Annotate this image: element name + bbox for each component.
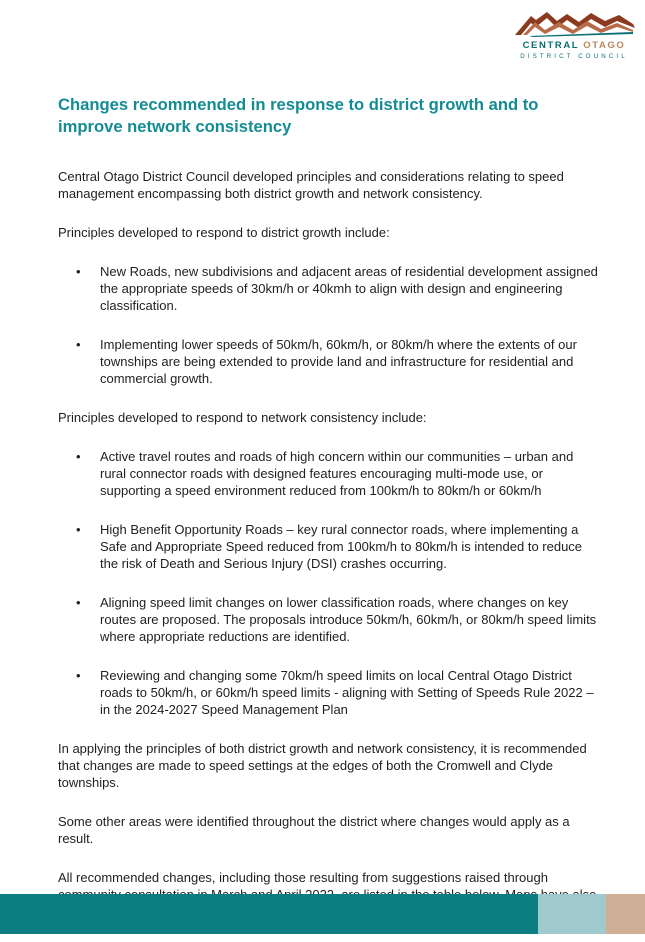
list-item: • Reviewing and changing some 70km/h speed limits on local Central Otago District roads to 50km/h, or 60km/h speed limits - aligning with Setting of Speeds Rule 2022 – in the 2024-2027 Speed Management Plan — [76, 668, 594, 717]
council-logo — [509, 8, 639, 64]
body-paragraph: All recommended changes, including those resulting from suggestions raised through — [58, 870, 548, 885]
logo-subtitle: DISTRICT COUNCIL — [520, 53, 628, 60]
body-paragraph: Some other areas were identified throughout the district where changes would apply as a result. — [58, 814, 570, 846]
list-item: • New Roads, new subdivisions and adjacent areas of residential development assigned the appropriate speeds of 30km/h or 40kmh to align with design and engineering classification. — [76, 264, 598, 313]
bullet-icon: • — [76, 522, 81, 537]
intro-paragraph: Central Otago District Council developed principles and considerations relating to speed management encompassing both district growth and network consistency. — [58, 169, 564, 201]
document-body — [58, 94, 598, 942]
footer-color-band — [0, 894, 645, 934]
list-item: • High Benefit Opportunity Roads – key rural connector roads, where implementing a Safe and Appropriate Speed reduced from 100km/h to 80km/h is intended to reduce the risk of Death and Serious Injury (DSI) crashes occurring. — [76, 522, 583, 571]
bullet-icon: • — [76, 668, 81, 683]
list-item: • Active travel routes and roads of high concern within our communities – urban and rural connector roads with designed features encouraging multi-mode use, or supporting a speed environment reduced from 100km/h to 80km/h or 60km/h — [76, 449, 574, 498]
logo-wordmark: CENTRAL OTAGO — [522, 40, 626, 51]
bullet-icon: • — [76, 264, 81, 279]
list-item: • Aligning speed limit changes on lower classification roads, where changes on key routes are proposed. The proposals introduce 50km/h, 60km/h, or 80km/h speed limits where appropriate reductions are identified. — [76, 595, 597, 644]
footer-light-teal-block — [538, 894, 606, 934]
body-paragraph: In applying the principles of both district growth and network consistency, it is recommended that changes are made to speed settings at the edges of both the Cromwell and Clyde townships. — [58, 741, 587, 790]
bullet-icon: • — [76, 337, 81, 352]
growth-lead-paragraph: Principles developed to respond to district growth include: — [58, 225, 390, 240]
bullet-icon: • — [76, 595, 81, 610]
consistency-lead-paragraph: Principles developed to respond to network consistency include: — [58, 410, 427, 425]
bullet-icon: • — [76, 449, 81, 464]
consistency-principles-list — [58, 448, 598, 718]
footer-sand-block — [606, 894, 645, 934]
mountains-logo-icon — [509, 8, 639, 38]
footer-teal-block — [0, 894, 538, 934]
growth-principles-list — [58, 263, 598, 387]
section-heading: Changes recommended in response to district growth and to improve network consistency — [58, 95, 539, 136]
list-item: • Implementing lower speeds of 50km/h, 60km/h, or 80km/h where the extents of our townships are being extended to provide land and infrastructure for residential and commercial growth. — [76, 337, 577, 386]
